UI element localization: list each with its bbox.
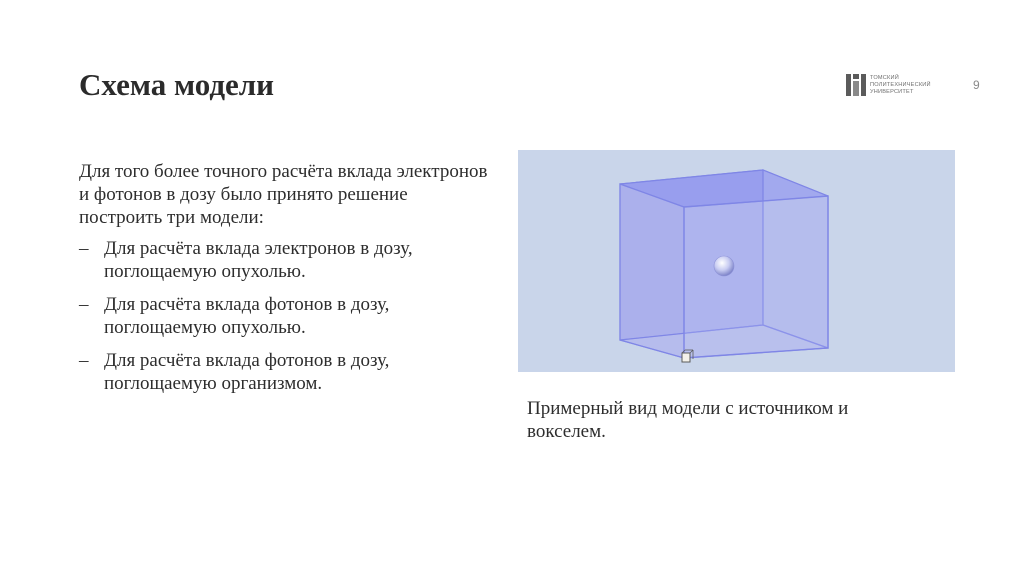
cube-model-graphic [518,150,955,372]
university-logo-icon [846,74,866,96]
bullet-dash: – [79,294,89,315]
intro-paragraph: Для того более точного расчёта вклада электронов и фотонов в дозу было принято решение построить три модели: [79,161,488,228]
logo-line: ПОЛИТЕХНИЧЕСКИЙ [870,82,931,88]
list-item [79,237,489,283]
list-item-text: Для расчёта вклада фотонов в дозу, поглощаемую опухолью. [104,294,390,338]
list-item-text: Для расчёта вклада фотонов в дозу, поглощаемую организмом. [104,350,390,394]
list-item [79,349,489,395]
bullet-dash: – [79,238,89,259]
slide-title: Схема модели [79,67,275,102]
logo-line: УНИВЕРСИТЕТ [870,89,914,95]
voxel-cube [682,353,690,362]
figure-caption: Примерный вид модели с источником и вокселем. [527,398,849,442]
logo-line: ТОМСКИЙ [870,75,899,81]
list-item [79,293,489,339]
university-logo [846,74,946,98]
cube-left-face [620,184,684,358]
model-list [79,237,489,395]
page-number: 9 [973,78,980,92]
bullet-dash: – [79,350,89,371]
university-logo-text [870,75,931,96]
slide-body [79,160,489,405]
list-item-text: Для расчёта вклада электронов в дозу, поглощаемую опухолью. [104,238,413,282]
model-illustration [518,150,955,372]
source-sphere [714,256,734,276]
cube-front-face [684,196,828,358]
